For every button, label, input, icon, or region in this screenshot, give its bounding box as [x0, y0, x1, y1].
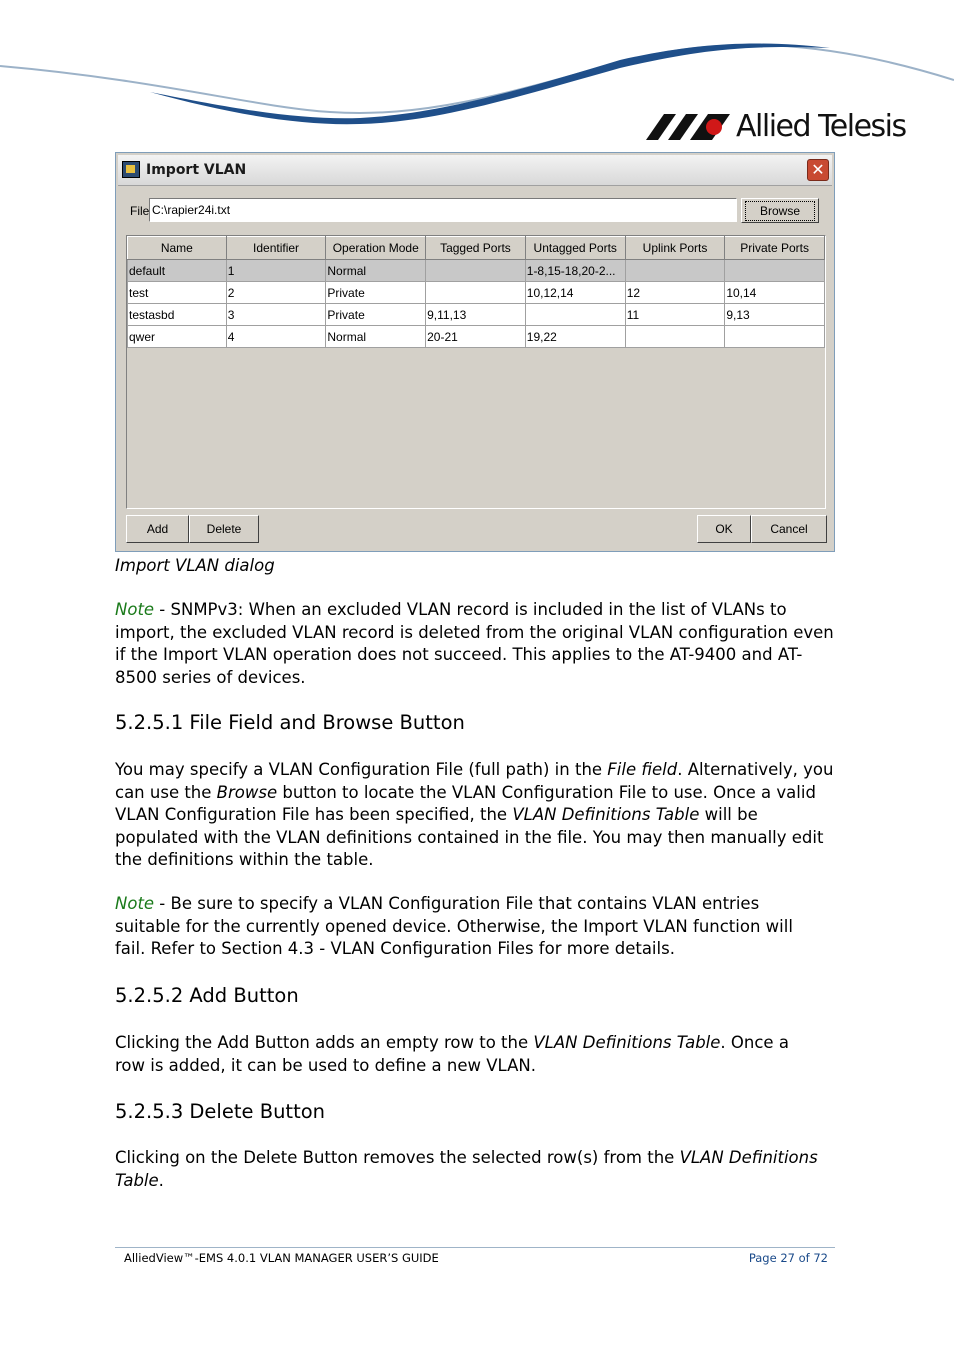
table-cell[interactable]: Private	[326, 282, 426, 304]
table-cell[interactable]: Private	[326, 304, 426, 326]
text-run: will be populated with the VLAN definitions contained in the file. You may then manually edit the definitions within the table.	[115, 805, 824, 869]
text-run: . Alternatively, you can use the	[115, 760, 834, 802]
browse-button-label: Browse	[748, 204, 812, 218]
column-header-name[interactable]: Name	[128, 237, 227, 260]
note-paragraph-2	[115, 893, 815, 961]
table-cell[interactable]: 4	[226, 326, 326, 348]
figure-caption: Import VLAN dialog	[115, 556, 275, 575]
note-label: Note	[115, 600, 155, 619]
app-window-icon	[122, 161, 140, 178]
text-emphasis: File field	[607, 760, 678, 779]
note-text: - Be sure to specify a VLAN Configuration File that contains VLAN entries suitable for the currently opened device. Otherwise, the Import VLAN function will fail. Refer to Section 4.3 - VLAN Configuration Files for more details.	[115, 894, 793, 958]
table-cell[interactable]: 9,11,13	[426, 304, 526, 326]
table-cell[interactable]	[426, 282, 526, 304]
text-emphasis: Browse	[216, 782, 278, 802]
table-row[interactable]	[128, 304, 825, 326]
table-header-row	[128, 237, 825, 260]
table-cell[interactable]: testasbd	[128, 304, 227, 326]
section-heading-add-button: 5.2.5.2 Add Button	[115, 984, 299, 1007]
file-label: File	[130, 204, 150, 218]
table-cell[interactable]	[725, 326, 825, 348]
text-run: Clicking on the Delete Button removes the selected row(s) from the	[115, 1148, 680, 1167]
table-cell[interactable]: test	[128, 282, 227, 304]
section-1-paragraph	[115, 759, 843, 872]
table-cell[interactable]: 11	[625, 304, 725, 326]
add-button[interactable]: Add	[126, 515, 189, 543]
table-cell[interactable]: 10,12,14	[525, 282, 625, 304]
section-heading-delete-button: 5.2.5.3 Delete Button	[115, 1100, 326, 1123]
footer-divider	[115, 1247, 835, 1248]
table-cell[interactable]	[426, 260, 526, 282]
table-cell[interactable]: default	[128, 260, 227, 282]
table-cell[interactable]: 20-21	[426, 326, 526, 348]
vlan-definitions-table	[126, 235, 826, 509]
footer-page-number: Page 27 of 72	[748, 1251, 828, 1265]
column-header-private-ports[interactable]: Private Ports	[725, 237, 825, 260]
column-header-uplink-ports[interactable]: Uplink Ports	[625, 237, 725, 260]
table-cell[interactable]: 12	[625, 282, 725, 304]
dialog-title: Import VLAN	[146, 162, 247, 178]
text-emphasis: VLAN Definitions Table	[533, 1033, 721, 1052]
import-vlan-dialog	[115, 152, 835, 552]
text-emphasis: VLAN Definitions Table	[512, 805, 700, 824]
table-cell[interactable]: 10,14	[725, 282, 825, 304]
table-cell[interactable]: 2	[226, 282, 326, 304]
section-heading-file-field: 5.2.5.1 File Field and Browse Button	[115, 711, 465, 734]
table-cell[interactable]: 1-8,15-18,20-2...	[525, 260, 625, 282]
browse-button[interactable]	[741, 198, 819, 223]
dialog-titlebar	[118, 155, 832, 186]
footer-document-title: AlliedView™-EMS 4.0.1 VLAN MANAGER USER’S GUIDE	[124, 1251, 439, 1265]
table-cell[interactable]: 3	[226, 304, 326, 326]
table-cell[interactable]: 9,13	[725, 304, 825, 326]
text-run: You may specify a VLAN Configuration File (full path) in the	[115, 760, 608, 779]
column-header-operation-mode[interactable]: Operation Mode	[326, 237, 426, 260]
table-cell[interactable]: qwer	[128, 326, 227, 348]
text-run: button to locate the VLAN Configuration File to use. Once a valid VLAN Configuration File has been specified, the	[115, 782, 816, 824]
note-paragraph-1	[115, 599, 843, 689]
column-header-untagged-ports[interactable]: Untagged Ports	[525, 237, 625, 260]
close-icon[interactable]: ✕	[807, 159, 829, 181]
table-cell[interactable]: 19,22	[525, 326, 625, 348]
table-row[interactable]	[128, 326, 825, 348]
column-header-identifier[interactable]: Identifier	[226, 237, 326, 260]
text-run: . Once a row is added, it can be used to define a new VLAN.	[115, 1033, 789, 1075]
text-emphasis: VLAN Definitions Table	[115, 1148, 818, 1190]
delete-button[interactable]: Delete	[189, 515, 259, 543]
allied-telesis-logo	[646, 108, 906, 146]
table-cell[interactable]: Normal	[326, 260, 426, 282]
text-run: Clicking the Add Button adds an empty row to the	[115, 1033, 534, 1052]
column-header-tagged-ports[interactable]: Tagged Ports	[426, 237, 526, 260]
table-cell[interactable]: Normal	[326, 326, 426, 348]
file-path-input[interactable]	[149, 198, 737, 222]
ok-button[interactable]: OK	[697, 515, 751, 543]
logo-text: Allied Telesis	[736, 109, 906, 144]
logo-mark-icon	[646, 112, 730, 142]
cancel-button[interactable]: Cancel	[751, 515, 827, 543]
note-text: - SNMPv3: When an excluded VLAN record is included in the list of VLANs to import, the excluded VLAN record is deleted from the original VLAN configuration even if the Import VLAN operation does not succeed. This applies to the AT-9400 and AT-8500 series of devices.	[115, 600, 834, 687]
section-3-paragraph	[115, 1147, 860, 1192]
note-label: Note	[115, 894, 155, 913]
text-run: .	[158, 1170, 164, 1190]
table-cell[interactable]	[725, 260, 825, 282]
table-cell[interactable]	[625, 326, 725, 348]
table-row[interactable]	[128, 260, 825, 282]
table-row[interactable]	[128, 282, 825, 304]
table-cell[interactable]	[625, 260, 725, 282]
section-2-paragraph	[115, 1032, 805, 1077]
table-cell[interactable]: 1	[226, 260, 326, 282]
table-cell[interactable]	[525, 304, 625, 326]
